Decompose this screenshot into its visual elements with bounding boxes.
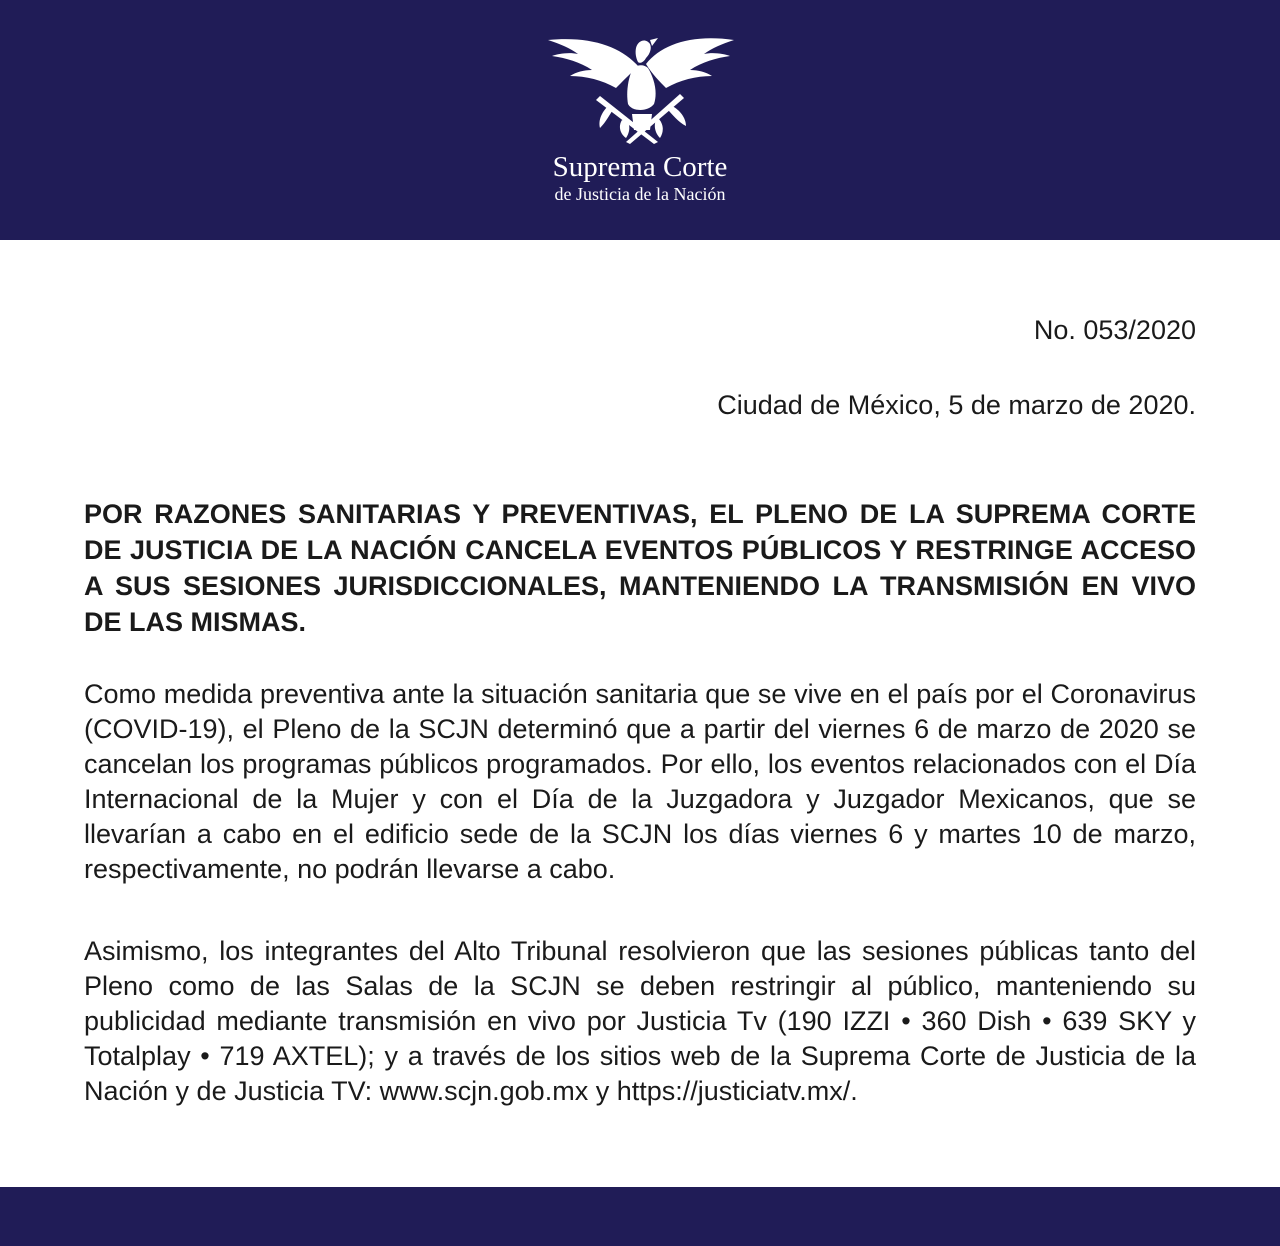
header-banner [0,0,1280,240]
footer-banner [0,1187,1280,1246]
institution-logo-text [0,150,1280,204]
body-paragraph-1: Como medida preventiva ante la situación sanitaria que se vive en el país por el Coronavirus (COVID-19), el Pleno de la SCJN determinó que a partir del viernes 6 de marzo de 2020 se cancelan los programas públicos programados. Por ello, los eventos relacionados con el Día Internacional de la Mujer y con el Día de la Juzgadora y Juzgador Mexicanos, que se llevarían a cabo en el edificio sede de la SCJN los días viernes 6 y martes 10 de marzo, respectivamente, no podrán llevarse a cabo. [84,679,1196,884]
eagle-emblem-icon [540,26,740,144]
body-paragraph-2: Asimismo, los integrantes del Alto Tribunal resolvieron que las sesiones públicas tanto del Pleno como de las Salas de la SCJN se deben restringir al público, manteniendo su publicidad mediante transmisión en vivo por Justicia Tv (190 IZZI • 360 Dish • 639 SKY y Totalplay • 719 AXTEL); y a través de los sitios web de la Suprema Corte de Justicia de la Nación y de Justicia TV: www.scjn.gob.mx y https://justiciatv.mx/. [84,936,1196,1106]
document-headline: POR RAZONES SANITARIAS Y PREVENTIVAS, EL PLENO DE LA SUPREMA CORTE DE JUSTICIA DE LA NACIÓN CANCELA EVENTOS PÚBLICOS Y RESTRINGE ACCESO A SUS SESIONES JURISDICCIONALES, MANTENIENDO LA TRANSMISIÓN EN VIVO DE LAS MISMAS. [84,499,1196,637]
document-place-date: Ciudad de México, 5 de marzo de 2020. [717,390,1196,420]
org-name-line1: Suprema Corte [552,151,728,183]
org-name-line2: de Justicia de la Nación [554,184,726,204]
document-number: No. 053/2020 [1033,315,1196,345]
